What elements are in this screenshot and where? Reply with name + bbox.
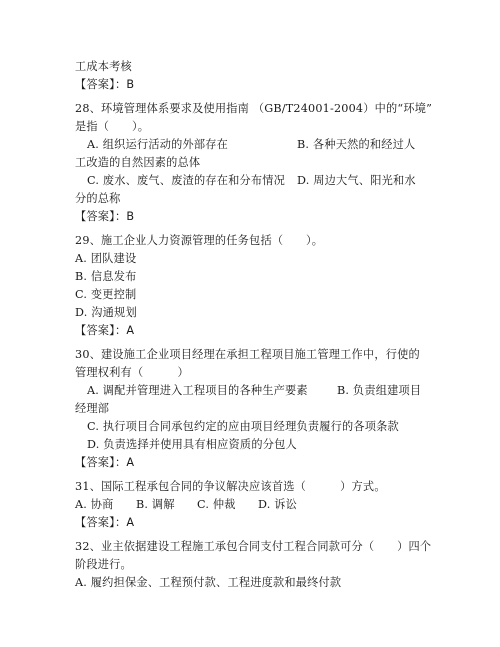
option-d: D. 诉讼 bbox=[258, 498, 298, 511]
option-c: C. 执行项目合同承包约定的应由项目经理负责履行的各项条款 bbox=[87, 420, 399, 433]
option-a: A. 调配并管理进入工程项目的各种生产要素 bbox=[87, 384, 308, 397]
option-b: B. 调解 bbox=[136, 498, 175, 511]
option-c: C. 仲裁 bbox=[197, 498, 236, 511]
answer-line: 【答案】：A bbox=[75, 456, 135, 469]
option-a: A. 履约担保金、工程预付款、工程进度款和最终付款 bbox=[75, 576, 342, 589]
option-b: B. 负责组建项目 bbox=[337, 384, 422, 397]
option-b: B. 各种天然的和经过人 bbox=[297, 138, 416, 151]
question-32-line-2: 阶段进行。 bbox=[75, 558, 132, 571]
option-a: A. 协商 bbox=[75, 498, 114, 511]
option-a: A. 组织运行活动的外部存在 bbox=[87, 138, 229, 151]
question-31: 31、国际工程承包合同的争议解决应该首选（ ）方式。 bbox=[75, 480, 386, 493]
option-d: D. 负责选择并使用具有相应资质的分包人 bbox=[87, 438, 297, 451]
option-d: D. 沟通规划 bbox=[75, 306, 137, 319]
option-b: B. 信息发布 bbox=[75, 270, 137, 283]
text-line: 工成本考核 bbox=[75, 60, 132, 73]
question-30-line-2: 管理权利有（ ） bbox=[75, 366, 189, 379]
option-a: A. 团队建设 bbox=[75, 252, 137, 265]
option-c: C. 变更控制 bbox=[75, 288, 137, 301]
question-30-line-1: 30、建设施工企业项目经理在承担工程项目施工管理工作中，行使的 bbox=[75, 348, 420, 361]
answer-line: 【答案】：A bbox=[75, 324, 135, 337]
question-29: 29、施工企业人力资源管理的任务包括（ ）。 bbox=[75, 234, 324, 247]
text-line: 经理部 bbox=[75, 402, 110, 415]
answer-line: 【答案】：B bbox=[75, 78, 135, 91]
option-d: D. 周边大气、阳光和水 bbox=[297, 174, 416, 187]
text-line: 分的总称 bbox=[75, 192, 121, 205]
answer-line: 【答案】：A bbox=[75, 516, 135, 529]
text-line: 工改造的自然因素的总体 bbox=[75, 156, 201, 169]
question-28-line-1: 28、环境管理体系要求及使用指南 （GB/T24001-2004）中的“环境” bbox=[75, 102, 433, 115]
answer-line: 【答案】：B bbox=[75, 210, 135, 223]
question-32-line-1: 32、业主依据建设工程施工承包合同支付工程合同款可分（ ）四个 bbox=[75, 540, 432, 553]
option-c: C. 废水、废气、废渣的存在和分布情况 bbox=[87, 174, 286, 187]
question-28-line-2: 是指（ ）。 bbox=[75, 120, 150, 133]
